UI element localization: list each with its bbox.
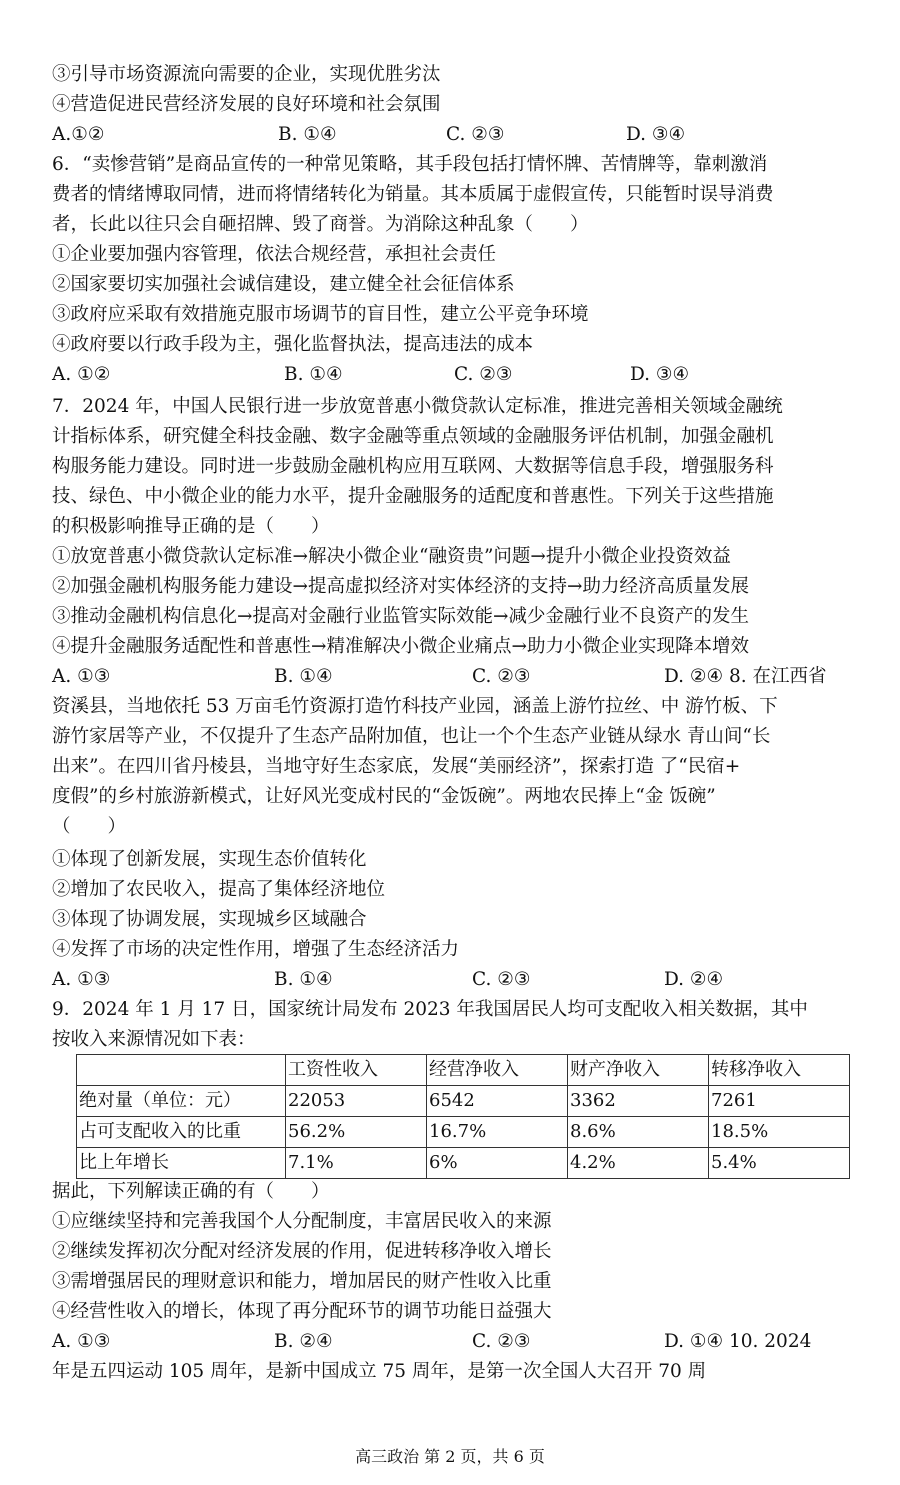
text-line: 游竹家居等产业，不仅提升了生态产品附加值，也让一个个生态产业链从绿水 青山间“长 xyxy=(52,726,771,747)
option-a: A.①② xyxy=(52,124,105,145)
text-line: 据此，下列解读正确的有（ ） xyxy=(52,1181,330,1202)
option-b: B. ①④ xyxy=(284,364,343,385)
text-line: ③政府应采取有效措施克服市场调节的盲目性，建立公平竞争环境 xyxy=(52,304,589,325)
table-cell: 绝对量（单位：元） xyxy=(77,1086,286,1117)
option-a: A. ①② xyxy=(52,364,111,385)
option-d: D. ②④ 8. 在江西省 xyxy=(664,666,827,687)
table-cell: 占可支配收入的比重 xyxy=(77,1117,286,1148)
text-line: ④政府要以行政手段为主，强化监督执法，提高违法的成本 xyxy=(52,334,534,355)
option-b: B. ①④ xyxy=(278,124,337,145)
text-line: ③需增强居民的理财意识和能力，增加居民的财产性收入比重 xyxy=(52,1271,552,1292)
table-cell: 22053 xyxy=(286,1086,427,1117)
question-8: 资溪县，当地依托 53 万亩毛竹资源打造竹科技产业园，涵盖上游竹拉丝、中 游竹板、下 xyxy=(52,696,778,717)
text-line: ①应继续坚持和完善我国个人分配制度，丰富居民收入的来源 xyxy=(52,1211,552,1232)
income-table xyxy=(76,1054,850,1179)
table-cell: 8.6% xyxy=(568,1117,709,1148)
table-header-cell: 财产净收入 xyxy=(568,1055,709,1086)
option-d: D. ③④ xyxy=(626,124,686,145)
text-line: ④营造促进民营经济发展的良好环境和社会氛围 xyxy=(52,94,441,115)
text-line: ②国家要切实加强社会诚信建设，建立健全社会征信体系 xyxy=(52,274,515,295)
option-c: C. ②③ xyxy=(446,124,505,145)
table-row xyxy=(77,1148,850,1179)
option-d: D. ①④ 10. 2024 xyxy=(664,1331,812,1352)
table-cell: 56.2% xyxy=(286,1117,427,1148)
table-row xyxy=(77,1086,850,1117)
table-header-cell: 工资性收入 xyxy=(286,1055,427,1086)
question-7: 7．2024 年，中国人民银行进一步放宽普惠小微贷款认定标准，推进完善相关领域金融统 xyxy=(52,396,783,417)
text-line: 技、绿色、中小微企业的能力水平，提升金融服务的适配度和普惠性。下列关于这些措施 xyxy=(52,486,774,507)
option-d: D. ②④ xyxy=(664,969,724,990)
text-line: ④发挥了市场的决定性作用，增强了生态经济活力 xyxy=(52,939,460,960)
text-line: 构服务能力建设。同时进一步鼓励金融机构应用互联网、大数据等信息手段，增强服务科 xyxy=(52,456,774,477)
table-cell: 16.7% xyxy=(427,1117,568,1148)
text-line: ③体现了协调发展，实现城乡区域融合 xyxy=(52,909,367,930)
table-cell: 4.2% xyxy=(568,1148,709,1179)
table-cell: 比上年增长 xyxy=(77,1148,286,1179)
text-line: ④提升金融服务适配性和普惠性→精准解决小微企业痛点→助力小微企业实现降本增效 xyxy=(52,636,750,657)
table-row xyxy=(77,1117,850,1148)
option-c: C. ②③ xyxy=(454,364,513,385)
text-line: ①放宽普惠小微贷款认定标准→解决小微企业“融资贵”问题→提升小微企业投资效益 xyxy=(52,546,731,567)
table-cell xyxy=(77,1055,286,1086)
option-a: A. ①③ xyxy=(52,666,111,687)
table-header-row xyxy=(77,1055,850,1086)
text-line: （ ） xyxy=(52,816,127,837)
text-line: 者，长此以往只会自砸招牌、毁了商誉。为消除这种乱象（ ） xyxy=(52,214,589,235)
question-6: 6．“卖惨营销”是商品宣传的一种常见策略，其手段包括打情怀牌、苦情牌等，靠刺激消 xyxy=(52,154,768,175)
text-line: ②继续发挥初次分配对经济发展的作用，促进转移净收入增长 xyxy=(52,1241,552,1262)
text-line: ②加强金融机构服务能力建设→提高虚拟经济对实体经济的支持→助力经济高质量发展 xyxy=(52,576,750,597)
table-header-cell: 转移净收入 xyxy=(709,1055,850,1086)
text-line: 度假”的乡村旅游新模式，让好风光变成村民的“金饭碗”。两地农民捧上“金 饭碗” xyxy=(52,786,716,807)
text-line: ①企业要加强内容管理，依法合规经营，承担社会责任 xyxy=(52,244,497,265)
table-cell: 6542 xyxy=(427,1086,568,1117)
table-header-cell: 经营净收入 xyxy=(427,1055,568,1086)
table-cell: 6% xyxy=(427,1148,568,1179)
page-footer: 高三政治 第 2 页，共 6 页 xyxy=(355,1447,545,1466)
text-line: 的积极影响推导正确的是（ ） xyxy=(52,516,330,537)
option-d: D. ③④ xyxy=(630,364,690,385)
option-a: A. ①③ xyxy=(52,1331,111,1352)
option-c: C. ②③ xyxy=(472,1331,531,1352)
question-9: 9．2024 年 1 月 17 日，国家统计局发布 2023 年我国居民人均可支配收入相关数据，其中 xyxy=(52,999,808,1020)
table-cell: 18.5% xyxy=(709,1117,850,1148)
question-10: 年是五四运动 105 周年，是新中国成立 75 周年，是第一次全国人大召开 70 周 xyxy=(52,1361,707,1382)
text-line: ③引导市场资源流向需要的企业，实现优胜劣汰 xyxy=(52,64,441,85)
text-line: ④经营性收入的增长，体现了再分配环节的调节功能日益强大 xyxy=(52,1301,552,1322)
text-line: 出来”。在四川省丹棱县，当地守好生态家底，发展“美丽经济”，探索打造 了“民宿+ xyxy=(52,756,741,777)
option-b: B. ②④ xyxy=(274,1331,333,1352)
option-c: C. ②③ xyxy=(472,666,531,687)
text-line: 按收入来源情况如下表： xyxy=(52,1029,256,1050)
text-line: ②增加了农民收入，提高了集体经济地位 xyxy=(52,879,386,900)
option-a: A. ①③ xyxy=(52,969,111,990)
text-line: ③推动金融机构信息化→提高对金融行业监管实际效能→减少金融行业不良资产的发生 xyxy=(52,606,750,627)
option-c: C. ②③ xyxy=(472,969,531,990)
text-line: ①体现了创新发展，实现生态价值转化 xyxy=(52,849,367,870)
text-line: 费者的情绪博取同情，进而将情绪转化为销量。其本质属于虚假宣传，只能暂时误导消费 xyxy=(52,184,774,205)
option-b: B. ①④ xyxy=(274,969,333,990)
option-b: B. ①④ xyxy=(274,666,333,687)
text-line: 计指标体系，研究健全科技金融、数字金融等重点领域的金融服务评估机制，加强金融机 xyxy=(52,426,774,447)
table-cell: 7.1% xyxy=(286,1148,427,1179)
table-cell: 5.4% xyxy=(709,1148,850,1179)
table-cell: 3362 xyxy=(568,1086,709,1117)
table-cell: 7261 xyxy=(709,1086,850,1117)
